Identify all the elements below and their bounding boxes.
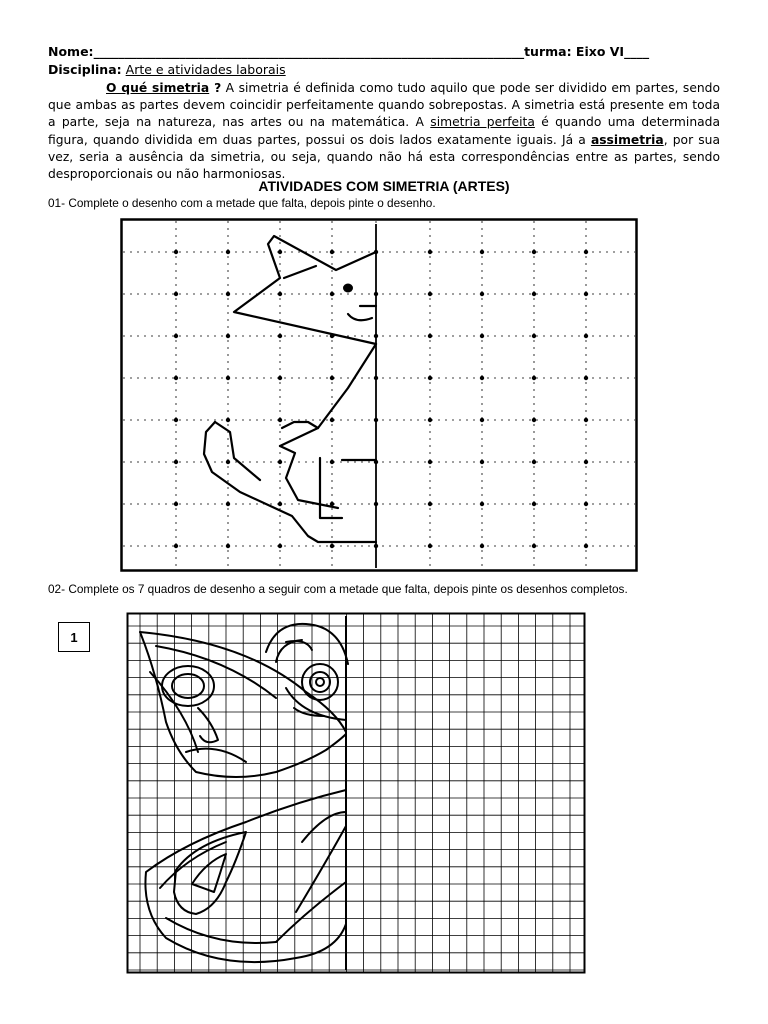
grid-dot bbox=[532, 334, 536, 338]
grid-dot bbox=[278, 460, 282, 464]
grid-dot bbox=[532, 250, 536, 254]
grid-dot bbox=[428, 376, 432, 380]
grid-dot bbox=[330, 460, 334, 464]
grid-dot bbox=[226, 502, 230, 506]
grid-dot bbox=[278, 292, 282, 296]
discipline-label: Disciplina: bbox=[48, 62, 122, 77]
grid-dot bbox=[532, 460, 536, 464]
intro-paragraph bbox=[48, 80, 720, 183]
question-mark: ? bbox=[214, 81, 222, 95]
name-label: Nome: bbox=[48, 44, 94, 59]
grid-dot bbox=[584, 460, 588, 464]
discipline-value: Arte e atividades laborais bbox=[125, 62, 286, 77]
intro-text-1: A simetria é definida como tudo aquilo que pode ser dividido em partes, sendo que ambas as partes devem coincidir perfeitamente quando sobrepostas. A simetria está presente em toda a parte, seja na natureza, nas artes ou na matemática. A bbox=[48, 81, 721, 130]
grid-dot bbox=[584, 376, 588, 380]
grid-dot bbox=[480, 460, 484, 464]
grid-dot bbox=[480, 250, 484, 254]
grid-dot bbox=[532, 418, 536, 422]
grid-dot bbox=[226, 544, 230, 548]
grid-dot bbox=[174, 250, 178, 254]
question-label: O qué simetria bbox=[106, 81, 210, 95]
discipline-row bbox=[48, 62, 286, 77]
grid-dot bbox=[428, 418, 432, 422]
grid-dot bbox=[584, 250, 588, 254]
grid-dot bbox=[278, 418, 282, 422]
grid-dot bbox=[480, 502, 484, 506]
grid-dot bbox=[584, 292, 588, 296]
grid-dot bbox=[532, 502, 536, 506]
grid-dot bbox=[532, 544, 536, 548]
grid-dot bbox=[226, 376, 230, 380]
grid-dot bbox=[480, 544, 484, 548]
grid-dot bbox=[226, 250, 230, 254]
grid-dot bbox=[428, 250, 432, 254]
grid-dot bbox=[174, 418, 178, 422]
grid-dot bbox=[330, 544, 334, 548]
intro-text-3: , por sua vez, seria a ausência da simetria, ou seja, quando não há esta correspondências entre as partes, sendo desproporcionais ou não harmoniosas. bbox=[48, 132, 720, 182]
grid-dot bbox=[532, 376, 536, 380]
grid-dot bbox=[428, 544, 432, 548]
grid-dot bbox=[480, 292, 484, 296]
term-asymmetry: assimetria bbox=[590, 132, 664, 147]
grid-dot bbox=[278, 376, 282, 380]
grid-dot bbox=[532, 292, 536, 296]
drawing-number-box: 1 bbox=[58, 622, 90, 652]
butterfly-half-icon bbox=[126, 612, 586, 974]
grid-dot bbox=[584, 544, 588, 548]
grid-dot bbox=[330, 376, 334, 380]
grid-dot bbox=[330, 292, 334, 296]
grid-dot bbox=[278, 250, 282, 254]
grid-dot bbox=[584, 334, 588, 338]
grid-dot bbox=[278, 544, 282, 548]
grid-dot bbox=[174, 376, 178, 380]
grid-dot bbox=[226, 418, 230, 422]
class-label: turma: Eixo VI____ bbox=[524, 44, 650, 59]
cat-half-icon bbox=[120, 218, 638, 572]
grid-dot bbox=[480, 334, 484, 338]
grid-dot bbox=[226, 334, 230, 338]
grid-dot bbox=[174, 460, 178, 464]
grid-dot bbox=[174, 502, 178, 506]
grid-dot bbox=[428, 460, 432, 464]
grid-dot bbox=[428, 334, 432, 338]
grid-dot bbox=[278, 334, 282, 338]
question-2: 02- Complete os 7 quadros de desenho a seguir com a metade que falta, depois pinte os desenhos completos. bbox=[48, 582, 628, 596]
term-symmetry-perfect: simetria perfeita bbox=[430, 115, 535, 130]
grid-dot bbox=[226, 460, 230, 464]
grid-dot bbox=[480, 376, 484, 380]
grid-dot bbox=[330, 250, 334, 254]
grid-dot bbox=[330, 418, 334, 422]
intro-text-2: é quando uma determinada figura, quando dividida em duas partes, possui os dois lados exatamente iguais. Já a bbox=[48, 115, 720, 147]
grid-dot bbox=[174, 292, 178, 296]
name-row bbox=[48, 44, 649, 59]
question-1: 01- Complete o desenho com a metade que falta, depois pinte o desenho. bbox=[48, 196, 436, 210]
grid-dot bbox=[584, 502, 588, 506]
grid-dot bbox=[428, 292, 432, 296]
grid-dot bbox=[174, 334, 178, 338]
name-line[interactable]: ______________________________________________________________________ bbox=[93, 44, 525, 59]
grid-dot bbox=[584, 418, 588, 422]
grid-dot bbox=[174, 544, 178, 548]
grid-dot bbox=[480, 418, 484, 422]
grid-dot bbox=[428, 502, 432, 506]
activity-title: ATIVIDADES COM SIMETRIA (ARTES) bbox=[258, 178, 510, 194]
grid-dot bbox=[226, 292, 230, 296]
grid-dot bbox=[278, 502, 282, 506]
